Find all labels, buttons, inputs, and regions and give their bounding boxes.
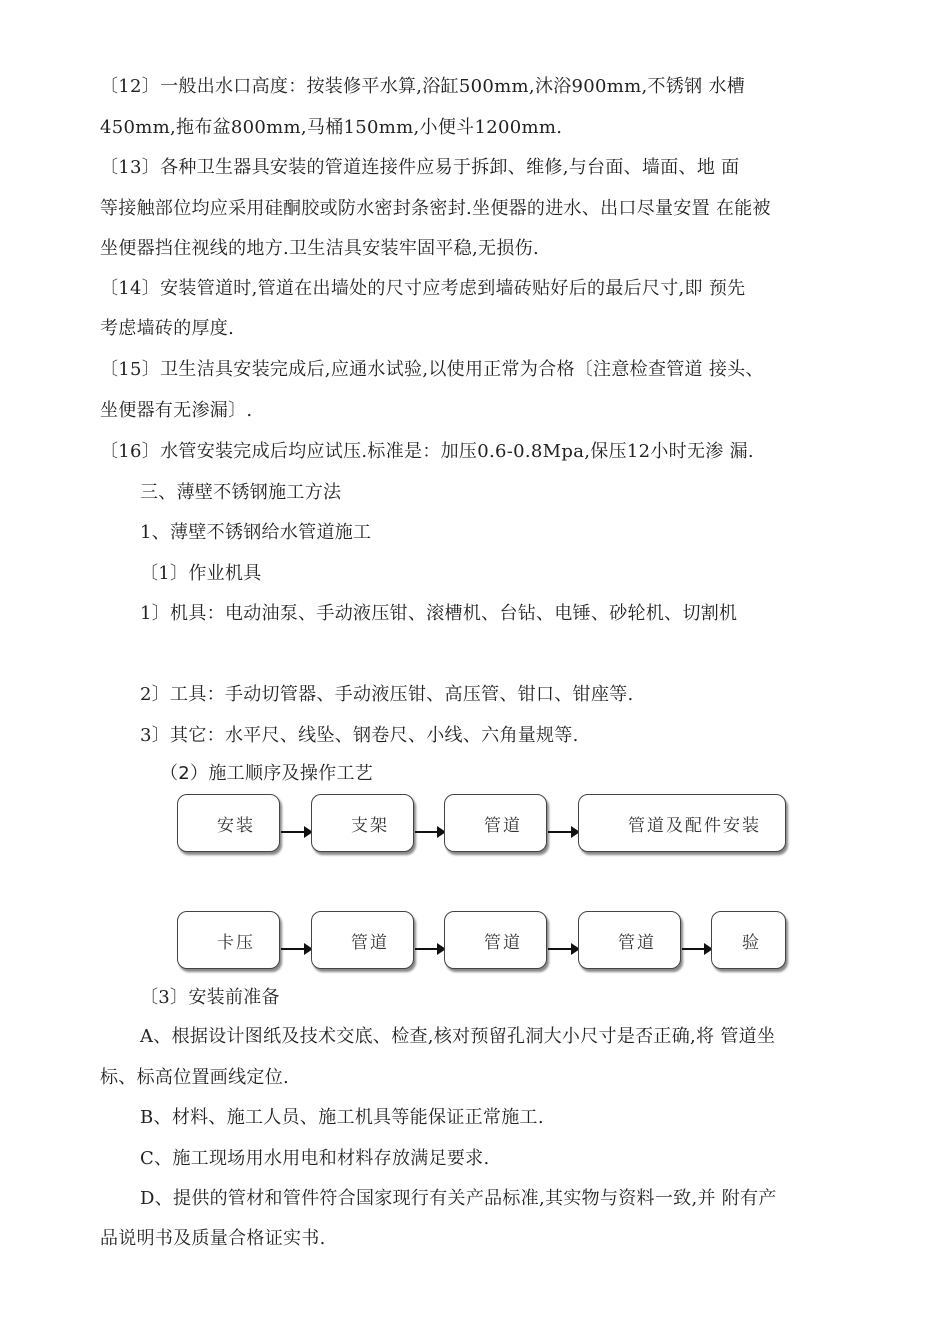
para-13-line-2: 等接触部位均应采用硅酮胶或防水密封条密封.坐便器的进水、出口尽量安置 在能被 — [100, 198, 771, 219]
arrow-icon — [281, 948, 311, 950]
section-heading-3: 三、薄壁不锈钢施工方法 — [140, 482, 342, 503]
flow-box-r1-3: 管道 — [444, 794, 547, 852]
flow-box-r2-2: 管道 — [311, 911, 414, 969]
arrow-icon — [281, 831, 311, 833]
flow-box-r2-1: 卡压 — [177, 911, 280, 969]
item-b: B、材料、施工人员、施工机具等能保证正常施工. — [140, 1107, 544, 1128]
arrow-icon — [415, 831, 444, 833]
para-14-line-1: 〔14〕安装管道时,管道在出墙处的尺寸应考虑到墙砖贴好后的最后尺寸,即 预先 — [100, 278, 746, 299]
para-15-line-2: 坐便器有无渗漏〕. — [100, 400, 253, 421]
arrow-icon — [682, 948, 711, 950]
flow-box-r2-3: 管道 — [444, 911, 547, 969]
flow-box-r1-1: 安装 — [177, 794, 280, 852]
flow-box-r1-2: 支架 — [311, 794, 414, 852]
item-1-others: 3〕其它：水平尺、线坠、钢卷尺、小线、六角量规等. — [140, 725, 579, 746]
item-1-machines: 1〕机具：电动油泵、手动液压钳、滚槽机、台钻、电锤、砂轮机、切割机 — [140, 603, 738, 624]
item-a-line-1: A、根据设计图纸及技术交底、检查,核对预留孔洞大小尺寸是否正确,将 管道坐 — [140, 1026, 776, 1047]
item-d-line-2: 品说明书及质量合格证实书. — [100, 1228, 326, 1249]
item-d-line-1: D、提供的管材和管件符合国家现行有关产品标准,其实物与资料一致,并 附有产 — [140, 1188, 777, 1209]
para-14-line-2: 考虑墙砖的厚度. — [100, 318, 235, 339]
para-12-line-1: 〔12〕一般出水口高度：按装修平水算,浴缸500mm,沐浴900mm,不锈钢 水槽 — [100, 76, 746, 97]
item-2-heading: （2）施工顺序及操作工艺 — [160, 763, 374, 784]
flow-box-r2-4: 管道 — [578, 911, 681, 969]
item-c: C、施工现场用水用电和材料存放满足要求. — [140, 1148, 490, 1169]
para-16-line-1: 〔16〕水管安装完成后均应试压.标准是：加压0.6-0.8Mpa,保压12小时无渗 漏. — [100, 441, 754, 462]
para-13-line-3: 坐便器挡住视线的地方.卫生洁具安装牢固平稳,无损伤. — [100, 238, 539, 259]
para-13-line-1: 〔13〕各种卫生器具安装的管道连接件应易于拆卸、维修,与台面、墙面、地 面 — [100, 157, 740, 178]
arrow-icon — [415, 948, 444, 950]
item-3-heading: 〔3〕安装前准备 — [140, 987, 280, 1008]
flow-box-r1-4: 管道及配件安装 — [578, 794, 786, 852]
para-12-line-2: 450mm,拖布盆800mm,马桶150mm,小便斗1200mm. — [100, 117, 563, 138]
item-1-tools: 2〕工具：手动切管器、手动液压钳、高压管、钳口、钳座等. — [140, 684, 634, 705]
arrow-icon — [548, 831, 578, 833]
flow-box-r2-5: 验 — [711, 911, 786, 969]
subsection-heading-1: 1、薄壁不锈钢给水管道施工 — [140, 522, 372, 543]
arrow-icon — [548, 948, 578, 950]
item-a-line-2: 标、标高位置画线定位. — [100, 1067, 290, 1088]
para-15-line-1: 〔15〕卫生洁具安装完成后,应通水试验,以使用正常为合格〔注意检查管道 接头、 — [100, 359, 764, 380]
item-1-heading: 〔1〕作业机具 — [140, 563, 262, 584]
